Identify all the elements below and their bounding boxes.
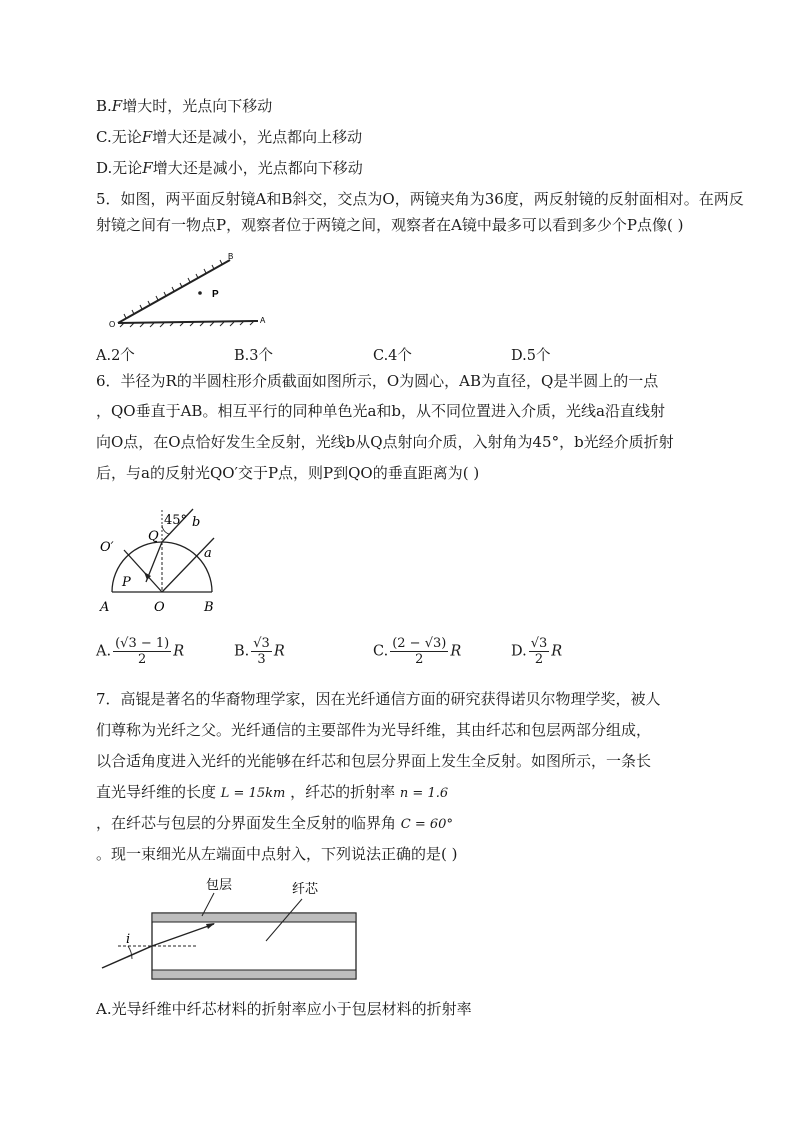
q7-stem-line5: ，在纤芯与包层的分界面发生全反射的临界角 C = 60° <box>96 814 453 832</box>
label-b: B <box>228 252 234 261</box>
q6-option-d: D. $\frac{√3}{2}$ R <box>511 636 563 667</box>
q5-stem-line2: 射镜之间有一物点P，观察者位于两镜之间，观察者在A镜中最多可以看到多少个P点像( ) <box>96 216 684 234</box>
length-formula: L = 15km <box>220 786 286 801</box>
q6-stem-line3: 向O点，在O点恰好发生全反射，光线b从Q点射向介质，入射角为45°，b光经介质折射 <box>96 433 674 451</box>
q4-option-d: D.无论F增大还是减小，光点都向下移动 <box>96 159 363 177</box>
q5-option-d: D.5个 <box>511 348 551 364</box>
q7-stem-line3: 以合适角度进入光纤的光能够在纤芯和包层分界面上发生全反射。如图所示，一条长 <box>96 752 652 770</box>
q4-option-b: B.F增大时，光点向下移动 <box>96 97 273 115</box>
q7-option-a: A.光导纤维中纤芯材料的折射率应小于包层材料的折射率 <box>96 1000 472 1018</box>
label-incident-angle: i <box>126 932 131 947</box>
label-q: Q <box>148 529 159 544</box>
q6-stem-line4: 后，与a的反射光QO′交于P点，则P到QO的垂直距离为( ) <box>96 464 480 482</box>
q5-option-b: B.3个 <box>234 348 273 364</box>
label-o-center: O <box>154 600 165 615</box>
q6-option-c: C. $\frac{(2 - √3)}{2}$ R <box>373 636 462 667</box>
label-core: 纤芯 <box>292 882 319 897</box>
refractive-index-formula: n = 1.6 <box>399 786 449 801</box>
q6-option-a: A. $\frac{(√3 - 1)}{2}$ R <box>96 636 185 667</box>
q6-stem-line2: ，QO垂直于AB。相互平行的同种单色光a和b，从不同位置进入介质，光线a沿直线射 <box>96 402 665 420</box>
q7-stem-line4: 直光导纤维的长度 L = 15km ，纤芯的折射率 n = 1.6 <box>96 783 449 801</box>
label-b-ray: b <box>192 515 201 530</box>
label-cladding: 包层 <box>206 878 233 893</box>
label-a: A <box>260 316 266 325</box>
q5-mirror-figure <box>100 250 280 335</box>
q5-option-a: A.2个 <box>96 348 135 364</box>
label-p: P <box>122 575 131 590</box>
label-o-prime: O′ <box>100 540 114 555</box>
q7-stem-line2: 们尊称为光纤之父。光纤通信的主要部件为光导纤维，其由纤芯和包层两部分组成， <box>96 721 652 739</box>
q5-option-c: C.4个 <box>373 348 412 364</box>
q6-semicircle-figure <box>96 495 236 620</box>
q7-stem-line6: 。现一束细光从左端面中点射入，下列说法正确的是( ) <box>96 845 458 863</box>
label-b-end: B <box>204 600 214 615</box>
label-a-ray: a <box>204 546 212 561</box>
q4-option-c: C.无论F增大还是减小，光点都向上移动 <box>96 128 363 146</box>
q6-stem-line1: 6．半径为R的半圆柱形介质截面如图所示，O为圆心，AB为直径，Q是半圆上的一点 <box>96 372 659 390</box>
label-p: P <box>212 289 219 300</box>
critical-angle-formula: C = 60° <box>400 817 453 832</box>
q6-option-b: B. $\frac{√3}{3}$ R <box>234 636 285 667</box>
label-a-end: A <box>100 600 110 615</box>
q7-stem-line1: 7．高锟是著名的华裔物理学家，因在光纤通信方面的研究获得诺贝尔物理学奖，被人 <box>96 690 661 708</box>
label-o: O <box>109 320 116 329</box>
label-45-deg: 45° <box>164 513 188 528</box>
q7-optical-fiber-figure <box>96 875 366 985</box>
point-p-dot <box>198 291 202 295</box>
q5-stem-line1: 5．如图，两平面反射镜A和B斜交，交点为O，两镜夹角为36度，两反射镜的反射面相对。在两反 <box>96 190 744 208</box>
